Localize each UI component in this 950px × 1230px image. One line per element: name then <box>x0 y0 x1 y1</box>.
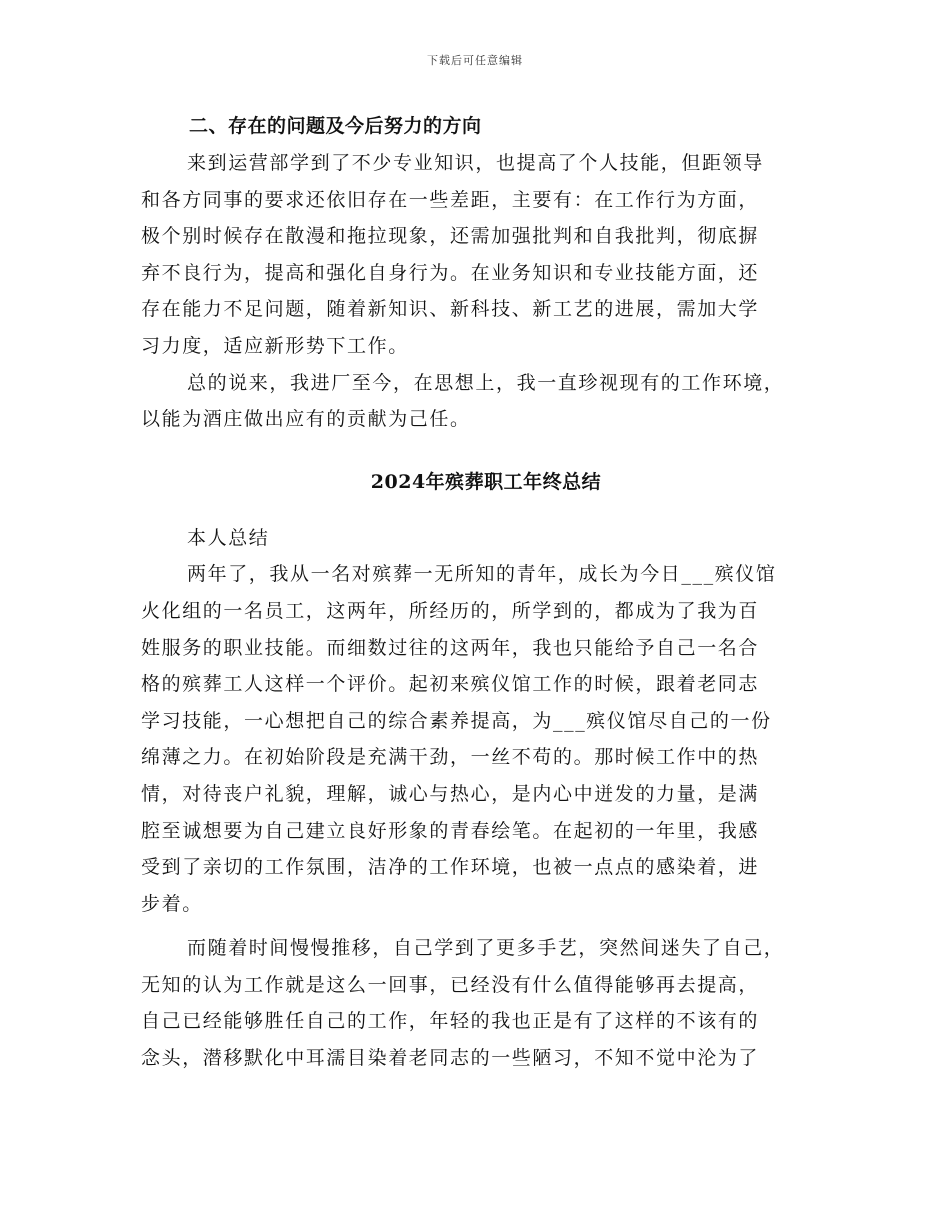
paragraph-line: 格的殡葬工人这样一个评价。起初来殡仪馆工作的时候，跟着老同志 <box>141 673 760 696</box>
paragraph-line: 极个别时候存在散漫和拖拉现象，还需加强批判和自我批判，彻底摒 <box>141 225 760 248</box>
paragraph-line: 和各方同事的要求还依旧存在一些差距，主要有：在工作行为方面， <box>141 188 760 211</box>
document-title: 2024年殡葬职工年终总结 <box>370 470 602 493</box>
document-body <box>141 108 831 1077</box>
paragraph-line: 两年了，我从一名对殡葬一无所知的青年，成长为今日___殡仪馆 <box>187 563 777 586</box>
paragraph-line: 弃不良行为，提高和强化自身行为。在业务知识和专业技能方面，还 <box>141 261 760 284</box>
paragraph-conclusion <box>141 365 831 438</box>
paragraph-gap <box>141 922 831 930</box>
paragraph-line: 自己已经能够胜任自己的工作，年轻的我也正是有了这样的不该有的 <box>141 1010 760 1033</box>
subheading: 本人总结 <box>187 526 270 549</box>
paragraph-line: 而随着时间慢慢推移，自己学到了更多手艺，突然间迷失了自己， <box>187 937 785 960</box>
page-header: 下载后可任意编辑 <box>427 54 523 67</box>
paragraph-problems <box>141 145 831 365</box>
paragraph-line: 受到了亲切的工作氛围，洁净的工作环境，也被一点点的感染着，进 <box>141 856 760 879</box>
paragraph-line: 腔至诚想要为自己建立良好形象的青春绘笔。在起初的一年里，我感 <box>141 819 760 842</box>
paragraph-line: 来到运营部学到了不少专业知识，也提高了个人技能，但距领导 <box>187 152 764 174</box>
paragraph-line: 总的说来，我进厂至今，在思想上，我一直珍视现有的工作环境， <box>187 371 785 394</box>
paragraph-line: 无知的认为工作就是这么一回事，已经没有什么值得能够再去提高， <box>141 973 760 996</box>
paragraph-line: 绵薄之力。在初始阶段是充满干劲，一丝不苟的。那时候工作中的热 <box>141 746 760 769</box>
paragraph-line: 念头，潜移默化中耳濡目染着老同志的一些陋习，不知不觉中沦为了 <box>141 1047 760 1070</box>
paragraph-summary-intro <box>141 556 831 922</box>
paragraph-line: 学习技能，一心想把自己的综合素养提高，为___殡仪馆尽自己的一份 <box>141 709 772 732</box>
paragraph-line: 习力度，适应新形势下工作。 <box>141 334 409 357</box>
paragraph-summary-continued <box>141 930 831 1076</box>
paragraph-line: 以能为酒庄做出应有的贡献为己任。 <box>141 408 471 431</box>
paragraph-line: 步着。 <box>141 892 203 915</box>
paragraph-line: 情，对待丧户礼貌，理解，诚心与热心，是内心中迸发的力量，是满 <box>141 782 760 805</box>
paragraph-line: 火化组的一名员工，这两年，所经历的，所学到的，都成为了我为百 <box>141 599 760 622</box>
section-heading: 二、存在的问题及今后努力的方向 <box>189 115 482 137</box>
paragraph-line: 存在能力不足问题，随着新知识、新科技、新工艺的进展，需加大学 <box>141 298 760 321</box>
paragraph-line: 姓服务的职业技能。而细数过往的这两年，我也只能给予自己一名合 <box>141 636 760 659</box>
